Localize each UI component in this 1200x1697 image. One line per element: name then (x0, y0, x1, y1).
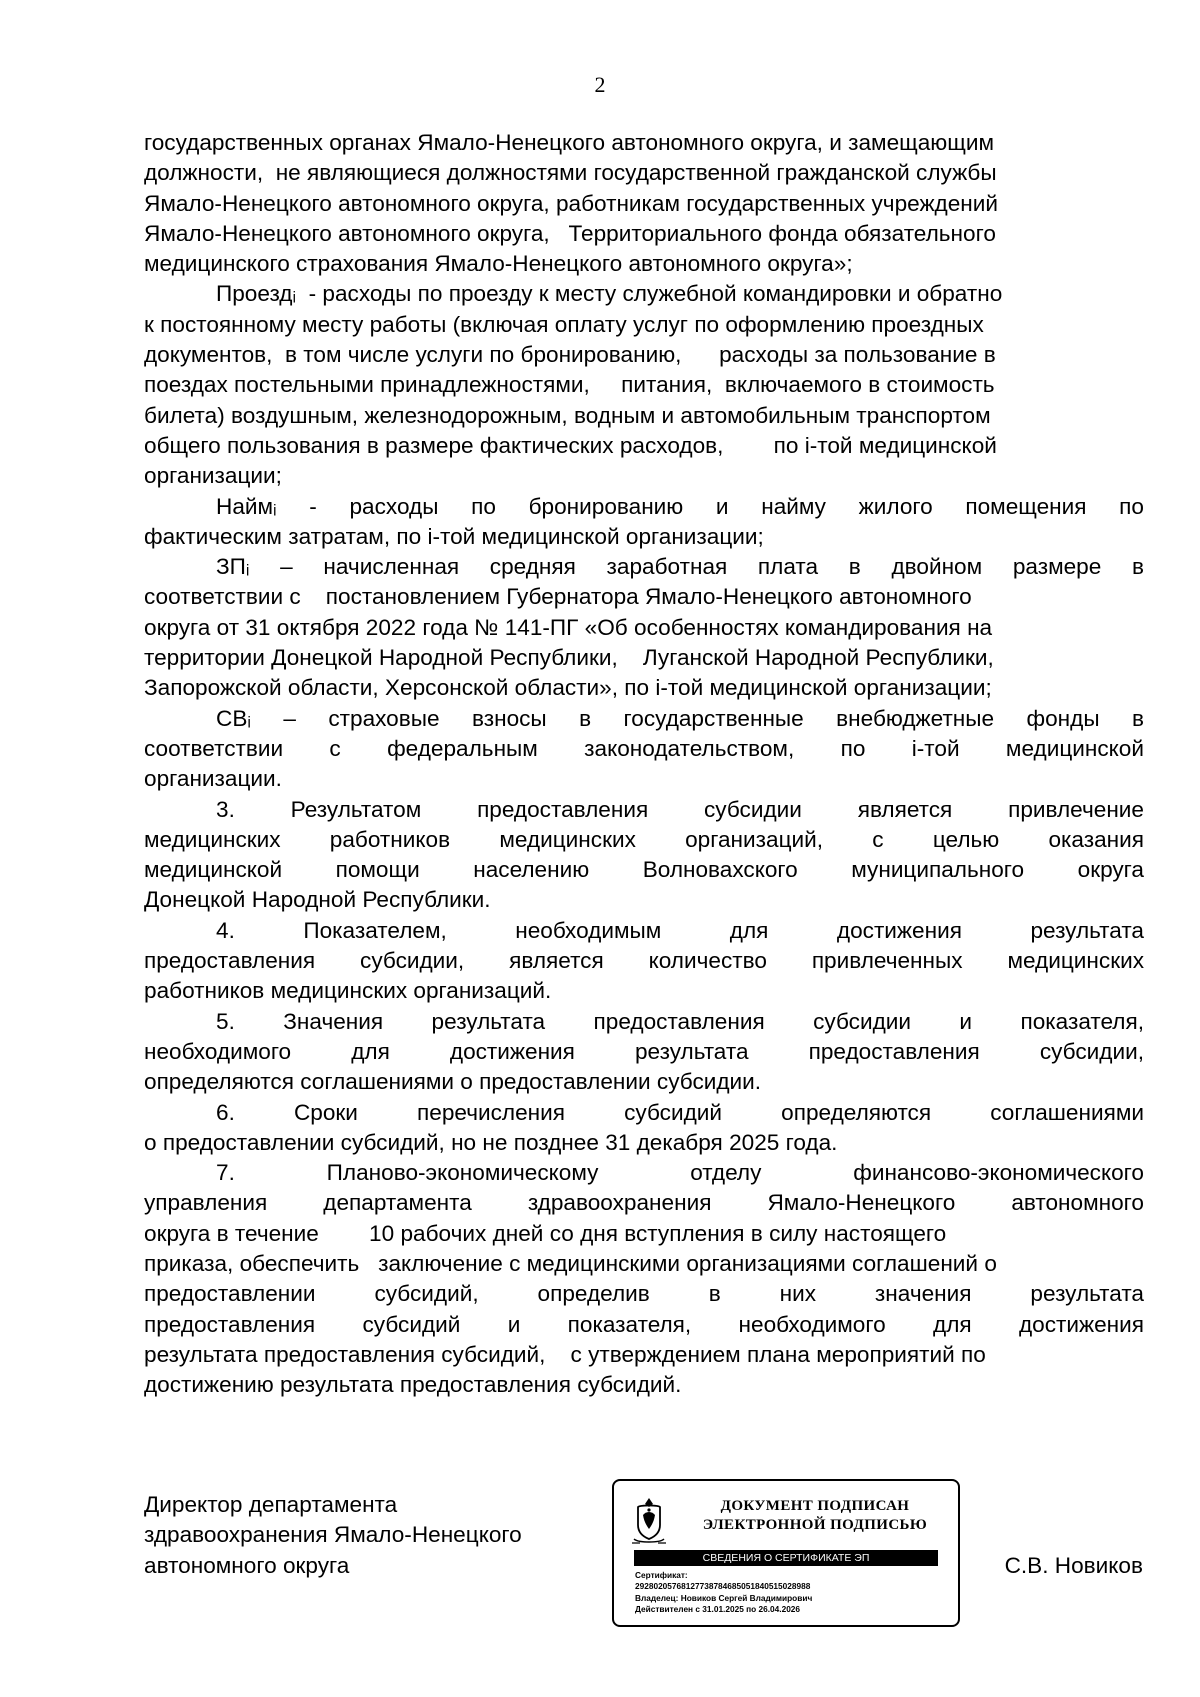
body-line: Проездᵢ - расходы по проезду к месту служебной командировки и обратно (216, 281, 1003, 307)
body-line: Ямало-Ненецкого автономного округа, Территориального фонда обязательного (144, 220, 996, 246)
body-line: 6. Сроки перечисления субсидий определяются соглашениями (216, 1099, 1144, 1125)
body-line: определяются соглашениями о предоставлении субсидии. (144, 1069, 762, 1095)
body-line: необходимого для достижения результата предоставления субсидии, (144, 1038, 1144, 1064)
body-line: территории Донецкой Народной Республики, Луганской Народной Республики, (144, 645, 994, 671)
body-line: общего пользования в размере фактических расходов, по i-той медицинской (144, 432, 997, 458)
body-line: СВᵢ – страховые взносы в государственные внебюджетные фонды в (216, 705, 1144, 731)
body-line: ЗПᵢ – начисленная средняя заработная плата в двойном размере в (216, 554, 1144, 580)
body-line: фактическим затратам, по i-той медицинской организации; (144, 523, 764, 549)
body-line: 5. Значения результата предоставления субсидии и показателя, (216, 1008, 1144, 1034)
body-line: достижению результата предоставления субсидий. (144, 1372, 682, 1398)
page-number: 2 (594, 72, 606, 97)
body-line: билета) воздушным, железнодорожным, водным и автомобильным транспортом (144, 402, 991, 428)
body-line: должности, не являющиеся должностями государственной гражданской службы (144, 160, 997, 186)
body-line: Ямало-Ненецкого автономного округа, работникам государственных учреждений (144, 190, 999, 216)
body-line: управления департамента здравоохранения Ямало-Ненецкого автономного (144, 1190, 1144, 1216)
body-line: Запорожской области, Херсонской области», по i-той медицинской организации; (144, 675, 992, 701)
body-line: 4. Показателем, необходимым для достижения результата (216, 917, 1144, 943)
body-line: округа в течение 10 рабочих дней со дня вступления в силу настоящего (144, 1220, 947, 1246)
body-line: приказа, обеспечить заключение с медицинскими организациями соглашений о (144, 1250, 997, 1276)
body-line: организации; (144, 463, 282, 489)
body-line: медицинского страхования Ямало-Ненецкого автономного округа»; (144, 251, 853, 277)
body-line: работников медицинских организаций. (144, 978, 552, 1004)
certificate-details (635, 1570, 955, 1615)
certificate-info-bar: СВЕДЕНИЯ О СЕРТИФИКАТЕ ЭП (634, 1550, 938, 1566)
signer-name: С.В. Новиков (1004, 1553, 1143, 1578)
certificate-number: 29280205768127738784685051840515028988 (635, 1581, 811, 1592)
body-line: предоставлении субсидий, определив в них значения результата (144, 1281, 1144, 1307)
yanao-coat-of-arms-icon (628, 1495, 670, 1547)
stamp-title (680, 1497, 950, 1535)
signature-position-line: автономного округа (144, 1552, 350, 1578)
certificate-label: Сертификат: (635, 1570, 688, 1580)
document-body (144, 128, 1144, 1400)
signature-position-line: Директор департамента (144, 1492, 398, 1517)
stamp-title-line: ЭЛЕКТРОННОЙ ПОДПИСЬЮ (702, 1517, 928, 1533)
body-line: медицинской помощи населению Волновахского муниципального округа (144, 857, 1144, 883)
signature-position-line: здравоохранения Ямало-Ненецкого (144, 1522, 522, 1548)
electronic-signature-stamp (612, 1479, 960, 1627)
certificate-validity: Действителен с 31.01.2025 по 26.04.2026 (635, 1603, 801, 1614)
body-line: поездах постельными принадлежностями, питания, включаемого в стоимость (144, 372, 995, 398)
signature-position (144, 1490, 604, 1581)
body-line: документов, в том числе услуги по бронированию, расходы за пользование в (144, 342, 996, 368)
body-line: Донецкой Народной Республики. (144, 887, 491, 913)
stamp-title-line: ДОКУМЕНТ ПОДПИСАН (720, 1498, 910, 1514)
body-line: 3. Результатом предоставления субсидии является привлечение (216, 796, 1144, 822)
body-line: результата предоставления субсидий, с утверждением плана мероприятий по (144, 1341, 986, 1367)
body-line: округа от 31 октября 2022 года № 141-ПГ «Об особенностях командирования на (144, 614, 993, 640)
body-line: предоставления субсидий и показателя, необходимого для достижения (144, 1311, 1144, 1337)
body-line: государственных органах Ямало-Ненецкого автономного округа, и замещающим (144, 130, 994, 155)
body-line: медицинских работников медицинских организаций, с целью оказания (144, 826, 1144, 852)
body-line: Наймᵢ - расходы по бронированию и найму жилого помещения по (216, 493, 1144, 519)
body-line: о предоставлении субсидий, но не позднее 31 декабря 2025 года. (144, 1129, 838, 1155)
body-line: соответствии с постановлением Губернатора Ямало-Ненецкого автономного (144, 584, 972, 610)
body-line: к постоянному месту работы (включая оплату услуг по оформлению проездных (144, 311, 984, 337)
body-line: 7. Планово-экономическому отделу финансово-экономического (216, 1160, 1144, 1186)
body-line: соответствии с федеральным законодательством, по i-той медицинской (144, 735, 1144, 761)
body-line: организации. (144, 766, 282, 792)
certificate-owner: Владелец: Новиков Сергей Владимирович (635, 1592, 813, 1603)
body-line: предоставления субсидии, является количество привлеченных медицинских (144, 948, 1144, 974)
